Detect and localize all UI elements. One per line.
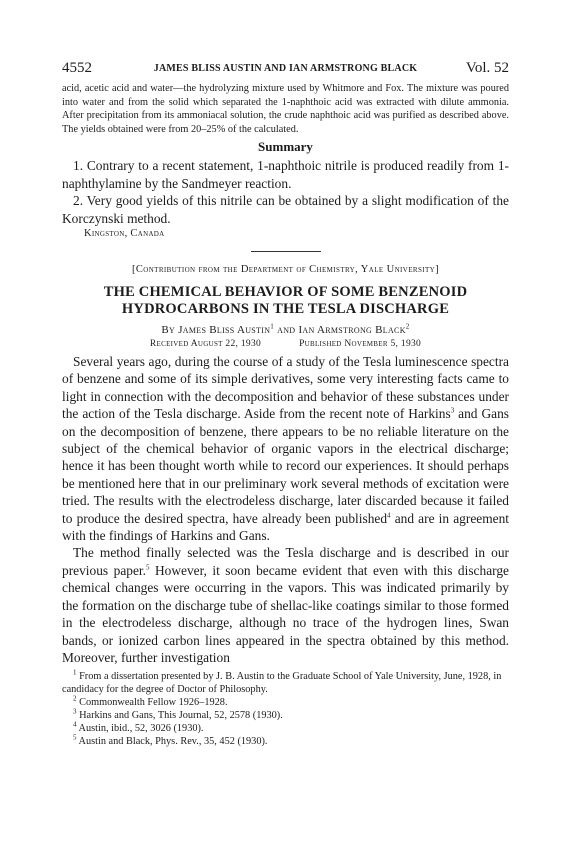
body-paragraph-2 [62,544,509,666]
footnote-2 [62,696,509,709]
contribution-line: [Contribution from the Department of Chemistry, Yale University] [131,264,440,275]
footnote-ref-5: 5 [145,563,150,572]
footnote-number: 2 [73,694,77,703]
body-text: and Gans on the decomposition of benzene, there appears to be no reliable literature on the subject of the chemical behavior of organic vapors in the electrical discharge; hence it has been thought worth while to record our experiences. It should perhaps be mentioned here that in our preliminary work several methods of excitation were tried. The results with the electrodeless discharge, later discarded because it failed to produce the desired spectra, have already been published [62,406,509,526]
body-text: Several years ago, during the course of a study of the Tesla luminescence spectra of benzene and some of its simple derivatives, some very interesting facts came to light in connection with the decomposition and behavior of these substances under the action of the Tesla discharge. Aside from the recent note of Harkins [62,354,509,422]
affiliation: Kingston, Canada [84,228,165,239]
footnote-text: Austin, ibid., 52, 3026 (1930). [78,723,204,735]
summary-heading: Summary [258,139,313,155]
footnote-number: 5 [73,733,77,742]
body-text: The method finally selected was the Tesla discharge and is described in our previous paper. [62,545,509,578]
footnote-number: 1 [73,668,77,677]
footnotes [62,670,509,748]
byline-and: and [277,324,296,336]
body-text: and are in agreement with the findings of Harkins and Gans. [62,510,509,544]
author-1: James Bliss Austin [178,324,271,336]
author-2: Ian Armstrong Black [298,324,406,336]
footnote-ref-3: 3 [450,406,455,415]
page-header [62,60,509,82]
author-2-footnote-ref: 2 [405,322,410,331]
journal-page [62,60,509,748]
footnote-text: From a dissertation presented by J. B. Austin to the Graduate School of Yale University, June, 1928, in candidacy for the degree of Doctor of Philosophy. [62,671,502,696]
published-date: Published November 5, 1930 [299,339,422,349]
body-text: However, it soon became evident that even with this discharge chemical changes were occurring in the vapors. This was indicated primarily by the formation on the discharge tube of shellac-like coatings similar to those formed in the electrodeless discharge, although no trace of the hydrogen lines, Swan bands, or ionized carbon lines appeared in the spectra obtained by this method. Moreover, further investigation [62,562,509,665]
running-head: JAMES BLISS AUSTIN AND IAN ARMSTRONG BLACK [153,63,418,74]
footnote-text: Austin and Black, Phys. Rev., 35, 452 (1930). [78,736,268,748]
footnote-text: Harkins and Gans, This Journal, 52, 2578 (1930). [79,710,283,722]
footnote-text: Commonwealth Fellow 1926–1928. [79,697,228,709]
volume-label: Vol. 52 [465,60,509,76]
footnote-4 [62,722,509,735]
author-1-footnote-ref: 1 [270,322,275,331]
page-number: 4552 [62,60,92,76]
summary-item-2: 2. Very good yields of this nitrile can be obtained by a slight modification of the Korczynski method. [62,193,509,226]
dates-line [62,339,509,349]
footnote-number: 3 [73,707,77,716]
byline [62,324,509,336]
intro-paragraph: acid, acetic acid and water—the hydrolyzing mixture used by Whitmore and Fox. The mixture was poured into water and from the solid which separated the 1-naphthoic acid was extracted with dilute ammonia. After precipitation from its ammoniacal solution, the crude naphthoic acid was purified as described above. The yields obtained were from 20–25% of the calculated. [62,83,509,135]
footnote-1 [62,670,509,696]
received-date: Received August 22, 1930 [149,339,262,349]
byline-by: By [161,324,176,336]
footnote-3 [62,709,509,722]
article-title: THE CHEMICAL BEHAVIOR OF SOME BENZENOID HYDROCARBONS IN THE TESLA DISCHARGE [103,284,468,317]
body-paragraph-1 [62,353,509,544]
summary-item-1: 1. Contrary to a recent statement, 1-naphthoic nitrile is produced readily from 1-naphthylamine by the Sandmeyer reaction. [62,158,509,191]
footnote-5 [62,735,509,748]
footnote-ref-4: 4 [387,511,391,520]
footnote-number: 4 [73,720,77,729]
section-divider [251,251,321,252]
